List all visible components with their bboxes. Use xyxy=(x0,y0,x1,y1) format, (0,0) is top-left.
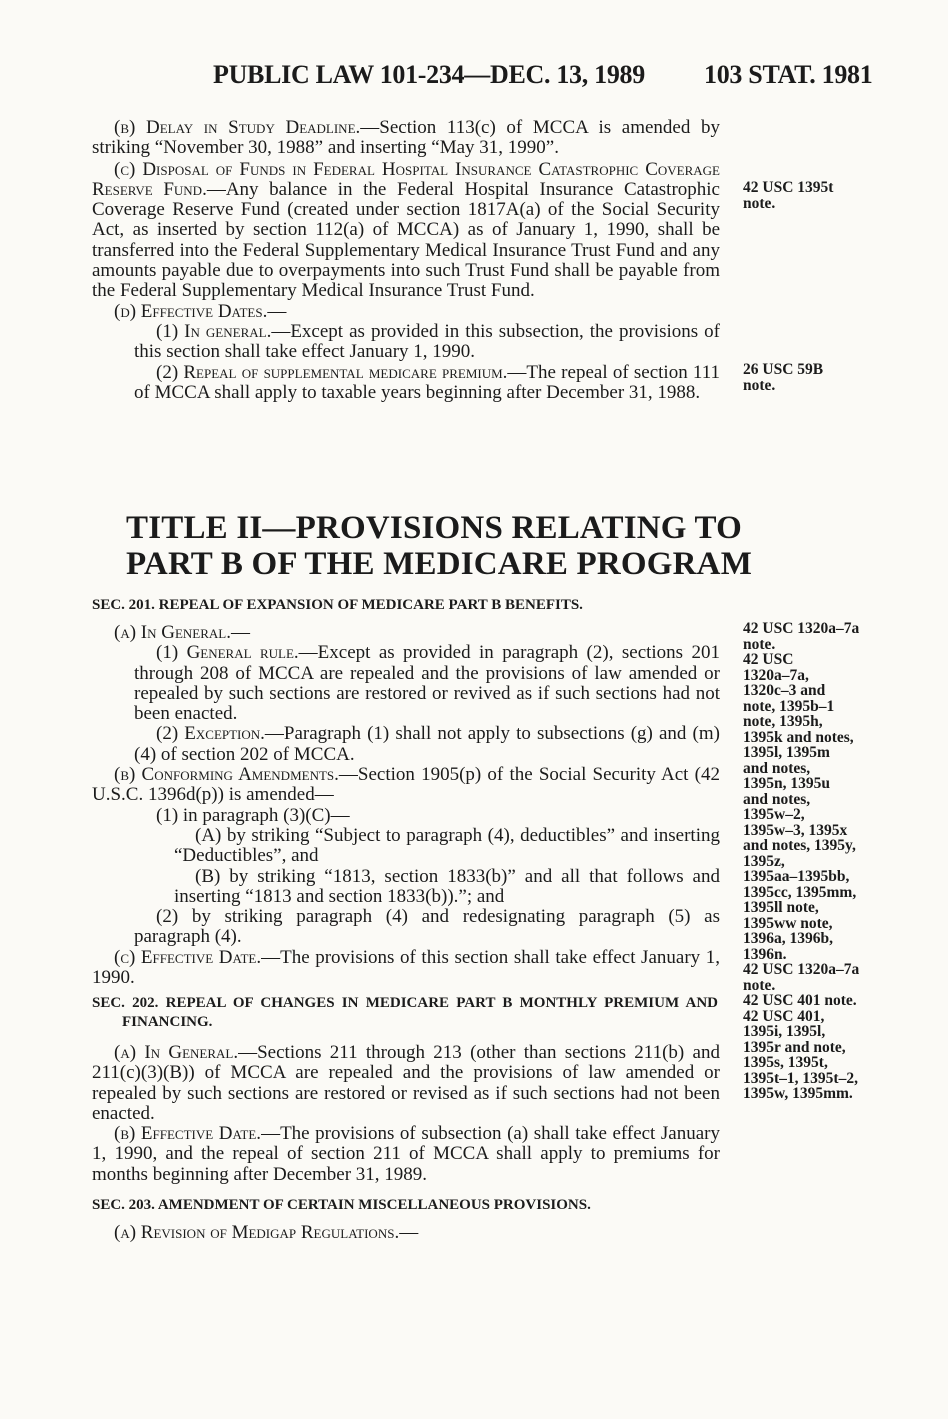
section-203 xyxy=(92,1196,720,1243)
paragraph-a1 xyxy=(92,643,720,724)
paragraph-heading: (c) Effective Date. xyxy=(114,946,262,968)
paragraph-heading: (d) Effective Dates.— xyxy=(114,300,287,322)
section-202 xyxy=(92,994,720,1185)
subsection-a xyxy=(92,1223,720,1243)
subsection-c xyxy=(92,948,720,989)
subsection-b xyxy=(92,765,720,806)
paragraph-text: —The repeal of section 111 of MCCA shall apply to taxable years beginning after December 31, 1988. xyxy=(134,361,721,403)
paragraph-c-disposal xyxy=(92,160,720,302)
title-line-2: PART B OF THE MEDICARE PROGRAM xyxy=(126,546,753,582)
paragraph-text: —Section 1905(p) of the Social Security Act (42 U.S.C. 1396d(p)) is amended— xyxy=(92,764,720,806)
paragraph-d-effective xyxy=(92,302,720,322)
paragraph-heading: (1) General rule. xyxy=(156,642,299,664)
paragraph-text: —Any balance in the Federal Hospital Insurance Catastrophic Coverage Reserve Fund (created under section 1817A(a) of the Social Security Act, as inserted by section 112(a) of MCCA) as of January 1, 1990, shall be transferred into the Federal Supplementary Medical Insurance Trust Fund and any amounts payable due to overpayments into such Trust Fund shall be payable from the Federal Supplementary Medical Insurance Trust Fund. xyxy=(92,178,720,302)
paragraph-heading: (c) Disposal of Funds in Federal Hospital Insurance Catastrophic Coverage Reserve Fund. xyxy=(92,158,720,200)
paragraph-heading: (b) Effective Date. xyxy=(114,1123,262,1145)
title-line-1: TITLE II—PROVISIONS RELATING TO xyxy=(126,510,742,546)
subparagraph-d1 xyxy=(92,322,720,363)
paragraph-heading: (b) Delay in Study Deadline. xyxy=(114,117,361,138)
subparagraph-d2 xyxy=(92,363,720,404)
page-citation: 103 STAT. 1981 xyxy=(704,60,873,89)
paragraph-text: —Except as provided in paragraph (2), sections 201 through 208 of MCCA are repealed and the provisions of law amended or repealed by such sections are restored or revived as if such sections had not been enacted. xyxy=(134,642,720,725)
subsection-a xyxy=(92,623,720,643)
paragraph-text: —The provisions of this section shall take effect January 1, 1990. xyxy=(92,946,720,989)
paragraph-heading: (b) Conforming Amendments. xyxy=(114,764,339,786)
subsection-a xyxy=(92,1043,720,1124)
paragraph-heading: (a) In General. xyxy=(114,1042,239,1063)
title-heading xyxy=(92,510,782,582)
section-201 xyxy=(92,596,720,988)
margin-note-2: 26 USC 59B note. xyxy=(743,361,824,394)
paragraph-text: —Paragraph (1) shall not apply to subsections (g) and (m)(4) of section 202 of MCCA. xyxy=(134,723,720,765)
section-heading: SEC. 203. AMENDMENT OF CERTAIN MISCELLANEOUS PROVISIONS. xyxy=(92,1197,591,1213)
paragraph-b1: (1) in paragraph (3)(C)— xyxy=(156,804,350,826)
section-text-upper xyxy=(92,118,720,403)
paragraph-heading: (1) In general. xyxy=(156,320,272,342)
margin-note-1: 42 USC 1395t note. xyxy=(743,179,834,212)
subparagraph-bA: (A) by striking “Subject to paragraph (4), deductibles” and inserting “Deductibles”, and xyxy=(174,824,720,867)
subsection-b xyxy=(92,1124,720,1185)
section-heading: SEC. 201. REPEAL OF EXPANSION OF MEDICARE PART B BENEFITS. xyxy=(92,597,583,613)
margin-note-3: 42 USC 1320a–7a note. 42 USC 1320a–7a, 1320c–3 and note, 1395b–1 note, 1395h, 1395k and notes, 1395l, 1395m and notes, 1395n, 1395u and notes, 1395w–2, 1395w–3, 1395x and notes, 1395y, 1395z, 1395aa–1395bb, 1395cc, 1395mm, 1395ll note, 1395ww note, 1396a, 1396b, 1396n. 42 USC 1320a–7a note. 42 USC 401 note. 42 USC 401, 1395i, 1395l, 1395r and note, 1395s, 1395t, 1395t–1, 1395t–2, 1395w, 1395mm. xyxy=(743,620,860,1102)
paragraph-text: —The provisions of subsection (a) shall take effect January 1, 1990, and the repeal of section 211 of MCCA shall apply to premiums for months beginning after December 31, 1989. xyxy=(92,1123,720,1185)
paragraph-b2: (2) by striking paragraph (4) and redesignating paragraph (5) as paragraph (4). xyxy=(134,906,720,948)
paragraph-text: —Except as provided in this subsection, the provisions of this section shall take effect January 1, 1990. xyxy=(134,320,720,363)
paragraph-heading: (a) In General.— xyxy=(114,622,250,643)
paragraph-heading: (2) Repeal of supplemental medicare premium. xyxy=(156,361,508,383)
paragraph-text: —Section 113(c) of MCCA is amended by striking “November 30, 1988” and inserting “May 31, 1990”. xyxy=(92,117,720,159)
paragraph-a2 xyxy=(92,724,720,765)
section-heading: SEC. 202. REPEAL OF CHANGES IN MEDICARE PART B MONTHLY PREMIUM AND FINANCING. xyxy=(92,995,718,1030)
subparagraph-bB: (B) by striking “1813, section 1833(b)” and all that follows and inserting “1813 and section 1833(b)).”; and xyxy=(174,865,720,907)
paragraph-heading: (a) Revision of Medigap Regulations.— xyxy=(114,1222,419,1243)
paragraph-b-delay xyxy=(92,118,720,159)
running-header: PUBLIC LAW 101-234—DEC. 13, 1989 xyxy=(213,60,645,89)
paragraph-text: —Sections 211 through 213 (other than sections 211(b) and 211(c)(3)(B)) of MCCA are repealed and the provisions of law amended or repealed by such sections are restored or revised as if such sections had not been enacted. xyxy=(92,1042,720,1124)
paragraph-heading: (2) Exception. xyxy=(156,723,265,745)
